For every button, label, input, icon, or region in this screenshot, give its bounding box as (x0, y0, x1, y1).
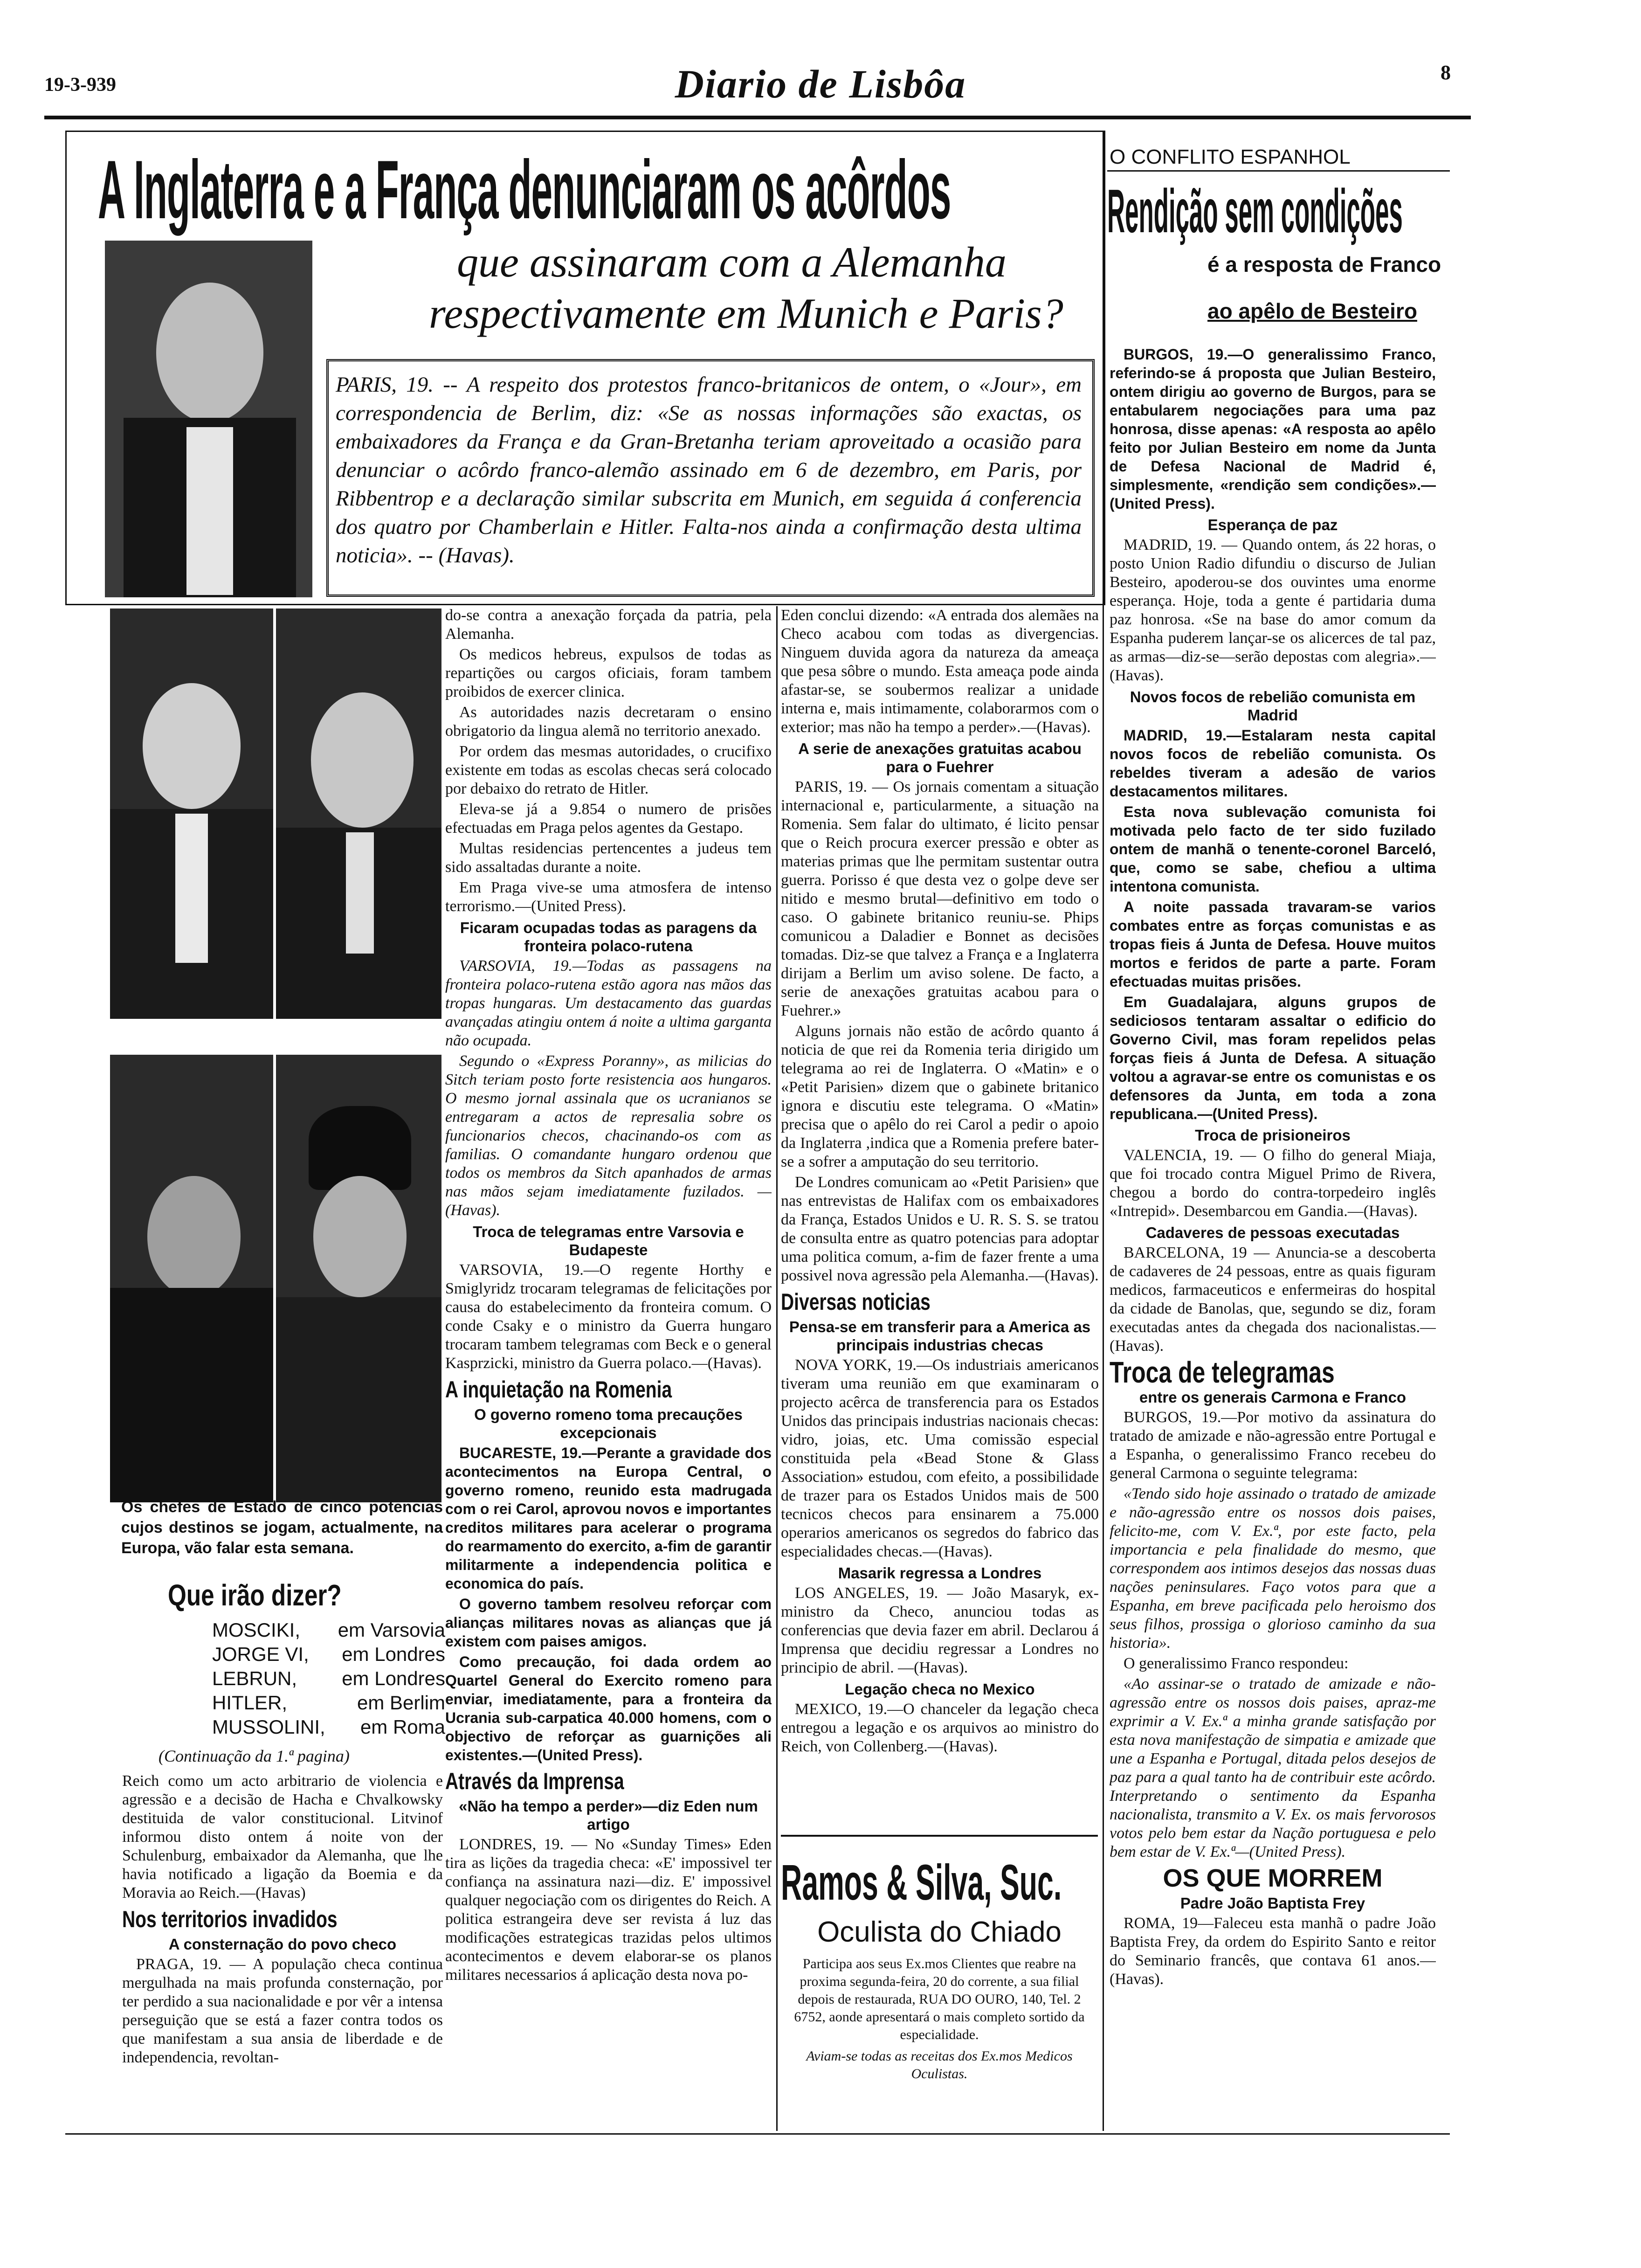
section-diversas: Diversas noticias (781, 1289, 931, 1315)
photo-mussolini (276, 1055, 441, 1502)
spanish-deck-2: ao apêlo de Besteiro (1207, 299, 1417, 323)
photo-caption: Os chefes de Estado de cinco potencias cujos destinos se jogam, actualmente, na Europa, vão falar esta semana. (121, 1498, 443, 1557)
section-imprensa: Através da Imprensa (445, 1768, 624, 1794)
spanish-deck-1: é a resposta de Franco (1207, 252, 1441, 277)
photo-hitler (110, 1055, 273, 1502)
ad-body: Participa aos seus Ex.mos Clientes que reabre na proxima segunda-feira, 20 do corrente, a sua filial depois de restaurada, RUA DO OURO, 140, Tel. 2 6752, aonde apresentará o mais completo sortido da especialidade. (794, 1956, 1085, 2042)
spanish-headline: Rendição sem condições (1107, 177, 1403, 245)
page-number: 8 (1441, 61, 1451, 84)
photo-mosciki (105, 241, 312, 597)
ramos-silva-ad (781, 1835, 1098, 2126)
section-romenia: A inquietação na Romenia (445, 1376, 672, 1403)
leader-row: HITLER, em Berlim (212, 1692, 445, 1714)
column-rule (1103, 131, 1104, 2131)
section-territorios: Nos territorios invadidos (122, 1906, 338, 1932)
issue-date: 19-3-939 (44, 74, 116, 96)
newspaper-title: Diario de Lisbôa (675, 62, 966, 106)
col3-text: Eden conclui dizendo: «A entrada dos alemães na Checo acabou com todas as divergencias. Ninguem duvida agora da natureza da ameaça que pesa sôbre o mundo. Esta ameaça pode ainda afastar-se, se soubermos realizar a unidade interna e, mais intimamente, colaborarmos com o exterior; mas não ha tempo a perder».—(Havas). A serie de anexações gratuitas acabou para o Fuehrer PARIS, 19. — Os jornais comentam a situação internacional e, particularmente, a situação na Romenia. Sem falar do ultimato, é licito pensar que o Reich procura exercer pressão e obter as materias primas que lhe permitam sustentar outra guerra. Porisso é que desta vez o golpe deve ser nitido e mesmo brutal—definitivo em todo o caso. O gabinete britanico reuniu-se. Phips comunicou a Daladier e Bonnet as decisões tomadas. Diz-se que talvez a França e a Inglaterra dirijam a Berlim um aviso solene. De facto, a serie de anexações gratuitas acabou para o Fuehrer.» Alguns jornais não estão de acôrdo quanto á noticia de que rei da Romenia teria dirigido um telegrama ao rei de Inglaterra. O «Matin» e o «Petit Parisien» dizem que o gabinete britanico ignora e discutiu este telegrama. O «Matin» precisa que o apêlo do rei Carol a pedir o apoio da Inglaterra ,indica que a Romenia prefere bater-se a sofrer a amputação do seu territorio. De Londres comunicam ao «Petit Parisien» que nas entrevistas de Halifax com os embaixadores da França, Estados Unidos e U. R. S. S. se tratou de consulta entre as quatro potencias para adoptar uma politica comum, a-fim de fazer frente a uma possivel nova agressão pela Alemanha.—(Havas). Diversas noticias Pensa-se em transferir para a America as principais industrias checas NOVA YORK, 19.—Os industriais americanos tiveram uma reunião em que examinaram o projecto acêrca de transferencia para os Estados Unidos das principais industrias nacionais checas: vidro, joias, etc. Uma comissão especial constituida pela «Bead Stone & Glass Association» estudou, com efeito, a possibilidade de trazer para os Estados Unidos mais de 500 tecnicos checos para ensinarem a 75.000 operarios americanos os segredos do fabrico das especialidades checas.—(Havas). Masarik regressa a Londres LOS ANGELES, 19. — João Masaryk, ex-ministro da Checo, anunciou todas as conferencias que devia fazer em abril. Declarou á Imprensa que decidiu regressar a Londres no principio de abril. —(Havas). Legação checa no Mexico MEXICO, 19.—O chanceler da legação checa entregou a legação e os arquivos ao ministro do Reich, von Collenberg.—(Havas). (781, 607, 1099, 1755)
main-headline: A Inglaterra e a França denunciaram os acôrdos (98, 143, 951, 236)
leader-row: LEBRUN, em Londres (212, 1667, 445, 1689)
ad-subtitle: Oculista do Chiado (817, 1916, 1062, 1948)
masthead-rule (44, 116, 1471, 119)
leader-names (212, 1618, 445, 1739)
col4-text: BURGOS, 19.—O generalissimo Franco, referindo-se á proposta que Julian Besteiro, ontem dirigiu ao governo de Burgos, para se entabularem negociações para uma paz honrosa, disse apenas: «A resposta ao apêlo feito por Julian Besteiro em nome da Junta de Defesa Nacional de Madrid é, simplesmente, «rendição sem condições».—(United Press). Esperança de paz MADRID, 19. — Quando ontem, ás 22 horas, o posto Union Radio difundiu o discurso de Julian Besteiro, apoderou-se dos ouvintes uma enorme esperança. Hoje, toda a gente é partidaria duma paz honrosa. «Se na base do amor comum da Espanha puderem lançar-se os alicerces de tal paz, as armas—diz-se—serão depostas com alegria».—(Havas). Novos focos de rebelião comunista em Madrid MADRID, 19.—Estalaram nesta capital novos focos de rebelião comunista. Os rebeldes tiveram a adesão de varios destacamentos militares. Esta nova sublevação comunista foi motivada pelo facto de ter sido fuzilado ontem de manhã o tenente-coronel Barceló, que, como se sabe, chefiou a ultima intentona comunista. A noite passada travaram-se varios combates entre as forças comunistas e as tropas fieis á Junta de Defesa. Houve muitos mortos e feridos de parte a parte. Foram efectuadas muitas prisões. Em Guadalajara, alguns grupos de sediciosos tentaram assaltar o edificio do Governo Civil, mas foram repelidos pelas forças fieis á Junta de Defesa. A situação voltou a agravar-se entre os comunistas e os defensores da Junta, em toda a zona republicana.—(United Press). Troca de prisioneiros VALENCIA, 19. — O filho do general Miaja, que foi trocado contra Miguel Primo de Rivera, chegou a bordo do contra-torpedeiro inglês «Intrepid». Desembarcou em Gandia.—(Havas). Cadaveres de pessoas executadas BARCELONA, 19 — Anuncia-se a descoberta de cadaveres de 24 pessoas, entre as quais figuram medicos, farmaceuticos e enfermeiras do hospital da cidade de Banolas, que, segundo se diz, foram executadas antes da chegada dos nacionalistas.—(Havas). Troca de telegramas entre os generais Carmona e Franco BURGOS, 19.—Por motivo da assinatura do tratado de amizade e não-agressão entre Portugal e a Espanha, o generalissimo Franco recebeu do general Carmona o seguinte telegrama: «Tendo sido hoje assinado o tratado de amizade e não-agressão entre os nossos dois paises, felicito-me, com V. Ex.ª, por este facto, pela importancia e pela finalidade do mesmo, que correspondem aos intimos desejos das nossas duas nações peninsulares. Faço votos para que a Espanha, em breve pacificada pelo heroismo dos seus filhos, prossiga o glorioso caminho da sua historia». O generalissimo Franco respondeu: «Ao assinar-se o tratado de amizade e não-agressão entre os nossos dois paises, apraz-me exprimir a V. Ex.ª a minha grande satisfação por esta nova manifestação de simpatia e amizade que une a Espanha e Portugal, ditada pelos desejos de paz para a qual tanto ha de contribuir este acôrdo. Interpretando o sentimento da Espanha nacionalista, transmito a V. Ex. os mais fervorosos votos pelo bem estar da Nação portuguesa e pelo bem estar de V. Ex.ª—(United Press). OS QUE MORREM Padre João Baptista Frey ROMA, 19—Faleceu esta manhã o padre João Baptista Frey, da ordem do Espirito Santo e reitor do Seminario francês, que contava 61 anos.— (Havas). (1110, 346, 1436, 1988)
dispatch-text: PARIS, 19. -- A respeito dos protestos franco-britanicos de ontem, o «Jour», em correspondencia de Berlim, diz: «Se as nossas informações são exactas, os embaixadores da França e da Gran-Bretanha teriam aproveitado a ocasião para denunciar o acôrdo franco-alemão assinado em 6 de dezembro, em Paris, por Ribbentrop e a declaração similar subscrita em Munich, em seguida á conferencia dos quatro por Chamberlain e Hitler. Falta-nos ainda a confirmação desta ultima noticia». -- (Havas). (336, 373, 1082, 567)
leader-row: JORGE VI, em Londres (212, 1643, 445, 1665)
column-rule (776, 606, 778, 2131)
col2-text: do-se contra a anexação forçada da patria, pela Alemanha. Os medicos hebreus, expulsos de todas as repartições ou cargos oficiais, foram tambem proibidos de exercer clinica. As autoridades nazis decretaram o ensino obrigatorio da lingua alemã no territorio anexado. Por ordem das mesmas autoridades, o crucifixo existente em todas as escolas checas será colocado por debaixo do retrato de Hitler. Eleva-se já a 9.854 o numero de prisões efectuadas em Praga pelos agentes da Gestapo. Multas residencias pertencentes a judeus tem sido assaltadas durante a noite. Em Praga vive-se uma atmosfera de intenso terrorismo.—(United Press). Ficaram ocupadas todas as paragens da fronteira polaco-rutena VARSOVIA, 19.—Todas as passagens na fronteira polaco-rutena estão agora nas mãos das tropas hungaras. Um destacamento das guardas avançadas atingiu ontem á noite a ultima garganta não ocupada. Segundo o «Express Poranny», as milicias do Sitch teriam posto forte resistencia aos hungaros. O mesmo jornal assinala que os ucranianos se entregaram a actos de represalia sobre os funcionarios checos, chacinando-os com as familias. O comandante hungaro ordenou que todos os membros da Sitch apanhados de armas nas mãos sejam imediatamente fuzilados. —(Havas). Troca de telegramas entre Varsovia e Budapeste VARSOVIA, 19.—O regente Horthy e Smiglyridz trocaram telegramas de felicitações por causa do estabelecimento da fronteira comum. O conde Csaky e o ministro da Guerra hungaro trocaram tambem telegramas com Beck e o general Kasprzicki, ministro da Guerra polaco.—(Havas). A inquietação na Romenia O governo romeno toma precauções excepcionais BUCARESTE, 19.—Perante a gravidade dos acontecimentos na Europa Central, o governo romeno, reunido esta madrugada com o rei Carol, aprovou novos e importantes creditos militares para acelerar o programa do rearmamento do exercito, a-fim de garantir militarmente a independencia politica e economica do país. O governo tambem resolveu reforçar com alianças militares novas as alianças que já existem com paises amigos. Como precaução, foi dada ordem ao Quartel General do Exercito romeno para enviar, imediatamente, para a fronteira da Ucrania sub-carpatica 40.000 homens, com o objectivo de reforçar as guarnições ali existentes.—(United Press). Através da Imprensa «Não ha tempo a perder»—diz Eden num artigo LONDRES, 19. — No «Sunday Times» Eden tira as lições da tragedia checa: «E' impossivel ter confiança na assinatura nazi—diz. E' impossivel qualquer negociação com os dirigentes do Reich. A politica estrangeira deve ser revista á luz das modificações estrategicas trazidas pelos ultimos acontecimentos e devem elaborar-se os planos militares necessarios á aplicação desta nova po- (445, 607, 772, 1984)
kicker-rule (1107, 170, 1450, 172)
main-subheadline-1: que assinaram com a Alemanha (457, 238, 1007, 286)
section-os-que-morrem: OS QUE MORREM (1163, 1864, 1383, 1892)
continuation-note: (Continuação da 1.ª pagina) (159, 1747, 350, 1765)
conflict-kicker: O CONFLITO ESPANHOL (1110, 145, 1351, 168)
main-subheadline-2: respectivamente em Munich e Paris? (429, 290, 1063, 337)
ad-note: Aviam-se todas as receitas dos Ex.mos Medicos Oculistas. (806, 2048, 1073, 2081)
col1-bottom-text: Reich como um acto arbitrario de violencia e agressão e a decisão de Hacha e Chvalkowsky destituida de valor constitucional. Litvinof informou disto ontem á noite von der Schulenburg, embaixador da Alemanha, que lhe havia notificado a ligação da Boemia e da Moravia ao Reich.—(Havas) Nos territorios invadidos A consternação do povo checo PRAGA, 19. — A população checa continua mergulhada na mais profunda consternação, por ter perdido a sua nacionalidade e por vêr a intensa perseguição que se está a fazer contra todos os que manifestam a sua ansia de liberdade e de independencia, revoltan- (122, 1772, 443, 2066)
photo-lebrun (276, 608, 441, 1019)
leader-row: MUSSOLINI, em Roma (212, 1716, 445, 1738)
question-heading: Que irão dizer? (168, 1578, 342, 1612)
photo-jorge-vi (110, 608, 273, 1019)
leader-row: MOSCIKI, em Varsovia (212, 1619, 445, 1641)
ad-name: Ramos & Silva, Suc. (781, 1854, 1062, 1910)
bottom-rule (65, 2133, 1450, 2135)
section-troca-telegramas: Troca de telegramas (1110, 1355, 1335, 1389)
